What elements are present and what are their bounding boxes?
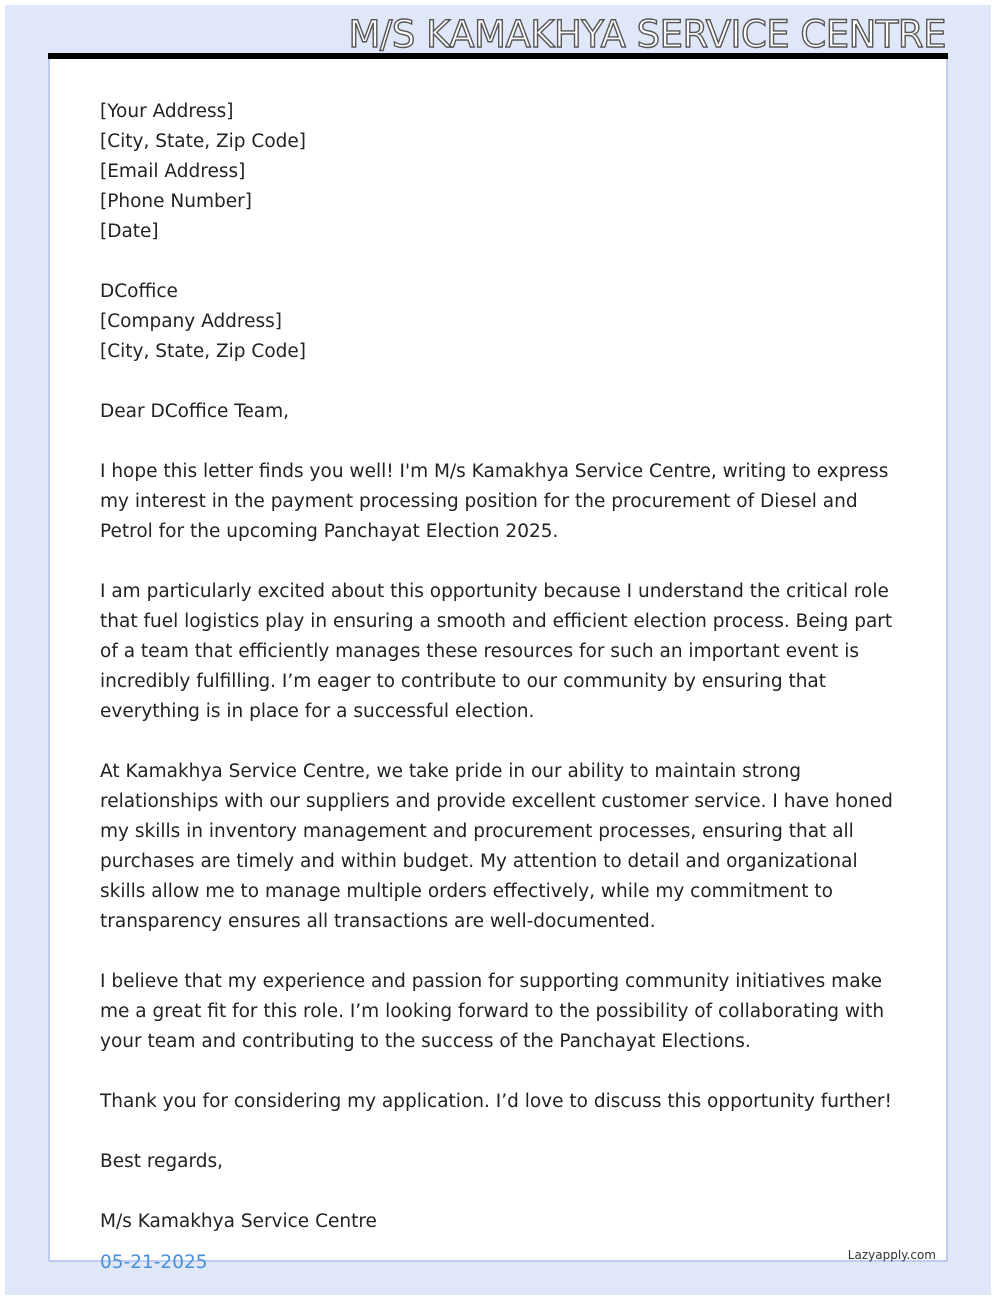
salutation: Dear DCoffice Team,: [100, 401, 290, 422]
spacer: [100, 937, 896, 967]
watermark-text: Lazyapply.com: [847, 1248, 936, 1262]
recipient-city-state-zip: [City, State, Zip Code]: [100, 341, 306, 362]
sender-date: [Date]: [100, 221, 159, 242]
paragraph-motivation: I am particularly excited about this opportunity because I understand the critical role that fuel logistics play in ensuring a smooth and efficient election process. Being part of a team that efficiently manages these resources for such an important event is incredibly fulfilling. I’m eager to contribute to our community by ensuring that everything is in place for a successful election.: [100, 581, 893, 722]
spacer: [100, 367, 896, 397]
spacer: [100, 427, 896, 457]
sender-address: [Your Address]: [100, 101, 234, 122]
spacer: [100, 1057, 896, 1087]
sender-email: [Email Address]: [100, 161, 246, 182]
recipient-name: DCoffice: [100, 281, 178, 302]
recipient-company-address: [Company Address]: [100, 311, 283, 332]
spacer: [100, 1117, 896, 1147]
paragraph-experience: At Kamakhya Service Centre, we take pride in our ability to maintain strong relationships with our suppliers and provide excellent customer service. I have honed my skills in inventory management and procurement processes, ensuring that all purchases are timely and within budget. My attention to detail and organizational skills allow me to manage multiple orders effectively, while my commitment to transparency ensures all transactions are well-documented.: [100, 761, 893, 932]
sender-city-state-zip: [City, State, Zip Code]: [100, 131, 306, 152]
sender-phone: [Phone Number]: [100, 191, 252, 212]
paragraph-thanks: Thank you for considering my application. I’d love to discuss this opportunity further!: [100, 1091, 892, 1112]
signature: M/s Kamakhya Service Centre: [100, 1211, 377, 1232]
spacer: [100, 547, 896, 577]
spacer: [100, 727, 896, 757]
company-title: M/S KAMAKHYA SERVICE CENTRE: [348, 13, 946, 56]
paragraph-fit: I believe that my experience and passion for supporting community initiatives make me a great fit for this role. I’m looking forward to the possibility of collaborating with your team and contributing to the success of the Panchayat Elections.: [100, 971, 885, 1052]
spacer: [100, 247, 896, 277]
letter-body: [100, 97, 896, 1237]
footer-date: 05-21-2025: [100, 1252, 208, 1273]
paragraph-intro: I hope this letter finds you well! I'm M/s Kamakhya Service Centre, writing to express my interest in the payment processing position for the procurement of Diesel and Petrol for the upcoming Panchayat Election 2025.: [100, 461, 889, 542]
closing: Best regards,: [100, 1151, 224, 1172]
spacer: [100, 1177, 896, 1207]
